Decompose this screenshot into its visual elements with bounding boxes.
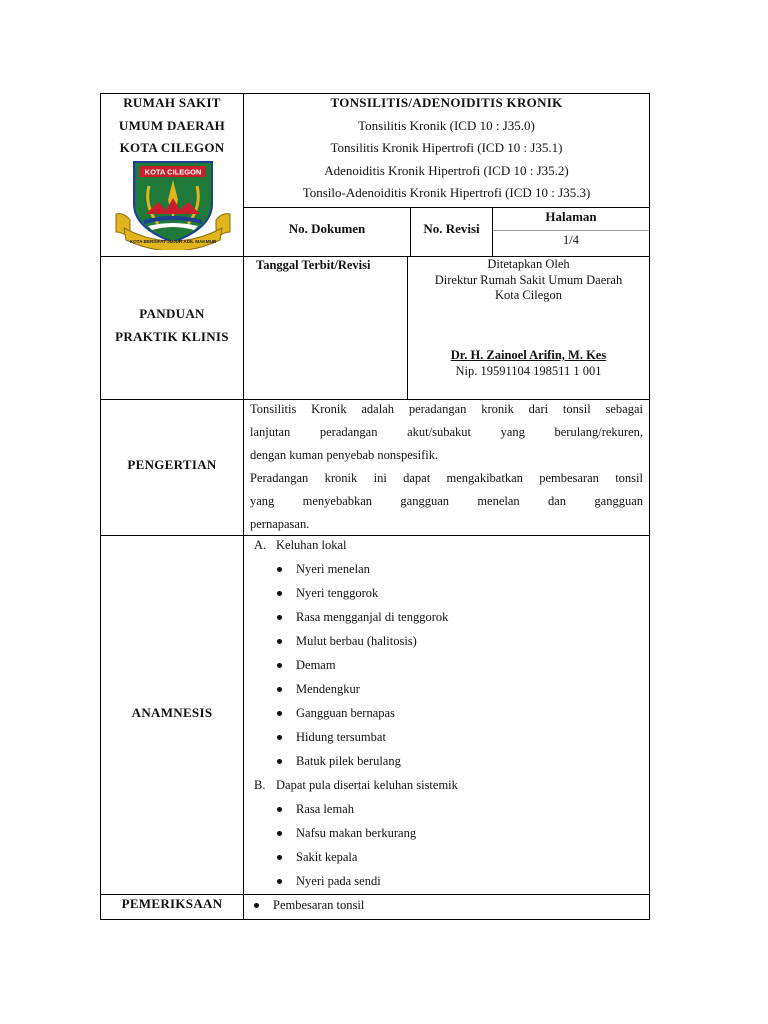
pengertian-line-6: pernapasan. [250,517,310,531]
hospital-name-line-1: RUMAH SAKIT [123,95,221,110]
logo-ribbon-text: KOTA BERSIFAT JUJUR ADIL MAKMUR [129,239,217,244]
list-item: Mulut berbau (halitosis) [274,629,644,653]
group-b-letter: B. [254,778,266,792]
title-block [244,92,649,205]
icd-subtitle-2: Tonsilitis Kronik Hipertrofi (ICD 10 : J35.1) [330,140,563,155]
pemeriksaan-content [251,893,641,917]
pengertian-line-2: lanjutan peradangan akut/subakut yang berulang/rekuren, [250,425,643,439]
panduan-label-line-1: PANDUAN [139,306,205,321]
list-item: Demam [274,653,644,677]
keluhan-lokal-heading [254,533,644,557]
table-border-bottom [100,919,650,920]
halaman-label: Halaman [545,209,597,224]
icd-subtitle-1: Tonsilitis Kronik (ICD 10 : J35.0) [358,117,535,133]
no-revisi-label: No. Revisi [423,221,480,236]
document-title: TONSILITIS/ADENOIDITIS KRONIK [330,95,563,110]
ditetapkan-oleh: Ditetapkan Oleh [487,257,570,271]
list-item: Sakit kepala [274,845,644,869]
signer-nip: Nip. 19591104 198511 1 001 [455,364,602,378]
group-a-letter: A. [254,538,267,552]
kota-name: Kota Cilegon [494,288,562,302]
pengertian-line-5: yang menyebabkan gangguan menelan dan gangguan [250,494,643,508]
hospital-name-line-3: KOTA CILEGON [119,140,225,155]
list-item: Rasa mengganjal di tenggorok [274,605,644,629]
list-item: Rasa lemah [274,797,644,821]
no-dokumen-label: No. Dokumen [288,221,366,236]
kota-cilegon-logo [114,158,232,250]
pemeriksaan-label: PEMERIKSAAN [121,896,223,911]
anamnesis-content [254,533,644,893]
panduan-label-line-2: PRAKTIK KLINIS [115,328,229,344]
group-b-title: Dapat pula disertai keluhan sistemik [276,778,458,792]
hospital-name-line-2: UMUM DAERAH [118,117,226,133]
pengertian-line-1: Tonsilitis Kronik adalah peradangan kronik dari tonsil sebagai [250,402,643,416]
pengertian-line-4: Peradangan kronik ini dapat mengakibatkan pembesaran tonsil [250,471,643,485]
icd-subtitle-3: Adenoiditis Kronik Hipertrofi (ICD 10 : J35.2) [324,162,569,178]
table-border-right [649,93,650,920]
pemeriksaan-list [251,893,641,917]
list-item: Pembesaran tonsil [251,893,641,917]
keluhan-sistemik-list [274,797,644,893]
list-item: Gangguan bernapas [274,701,644,725]
logo-banner-text: KOTA CILEGON [144,167,202,177]
panduan-praktik-klinis-label [101,303,243,348]
list-item: Nyeri tenggorok [274,581,644,605]
list-item: Nafsu makan berkurang [274,821,644,845]
list-item: Batuk pilek berulang [274,749,644,773]
approval-block [408,257,649,304]
list-item: Nyeri pada sendi [274,869,644,893]
pengertian-label: PENGERTIAN [127,457,217,472]
list-item: Mendengkur [274,677,644,701]
list-item: Nyeri menelan [274,557,644,581]
group-a-title: Keluhan lokal [276,538,347,552]
keluhan-lokal-list [274,557,644,773]
column-divider-main [243,93,244,920]
pengertian-text [250,398,643,536]
kota-cilegon-emblem-icon [114,158,232,250]
halaman-value: 1/4 [563,233,579,247]
signer-name: Dr. H. Zainoel Arifin, M. Kes [450,348,607,362]
pengertian-line-3: dengan kuman penyebab nonspesifik. [250,448,439,462]
direktur-title: Direktur Rumah Sakit Umum Daerah [434,272,623,287]
table-border-left [100,93,101,920]
list-item: Hidung tersumbat [274,725,644,749]
keluhan-sistemik-heading [254,773,644,797]
anamnesis-label: ANAMNESIS [131,705,213,720]
tanggal-terbit-label: Tanggal Terbit/Revisi [256,258,371,272]
hospital-name [101,92,243,160]
icd-subtitle-4: Tonsilo-Adenoiditis Kronik Hipertrofi (ICD 10 : J35.3) [302,185,591,200]
